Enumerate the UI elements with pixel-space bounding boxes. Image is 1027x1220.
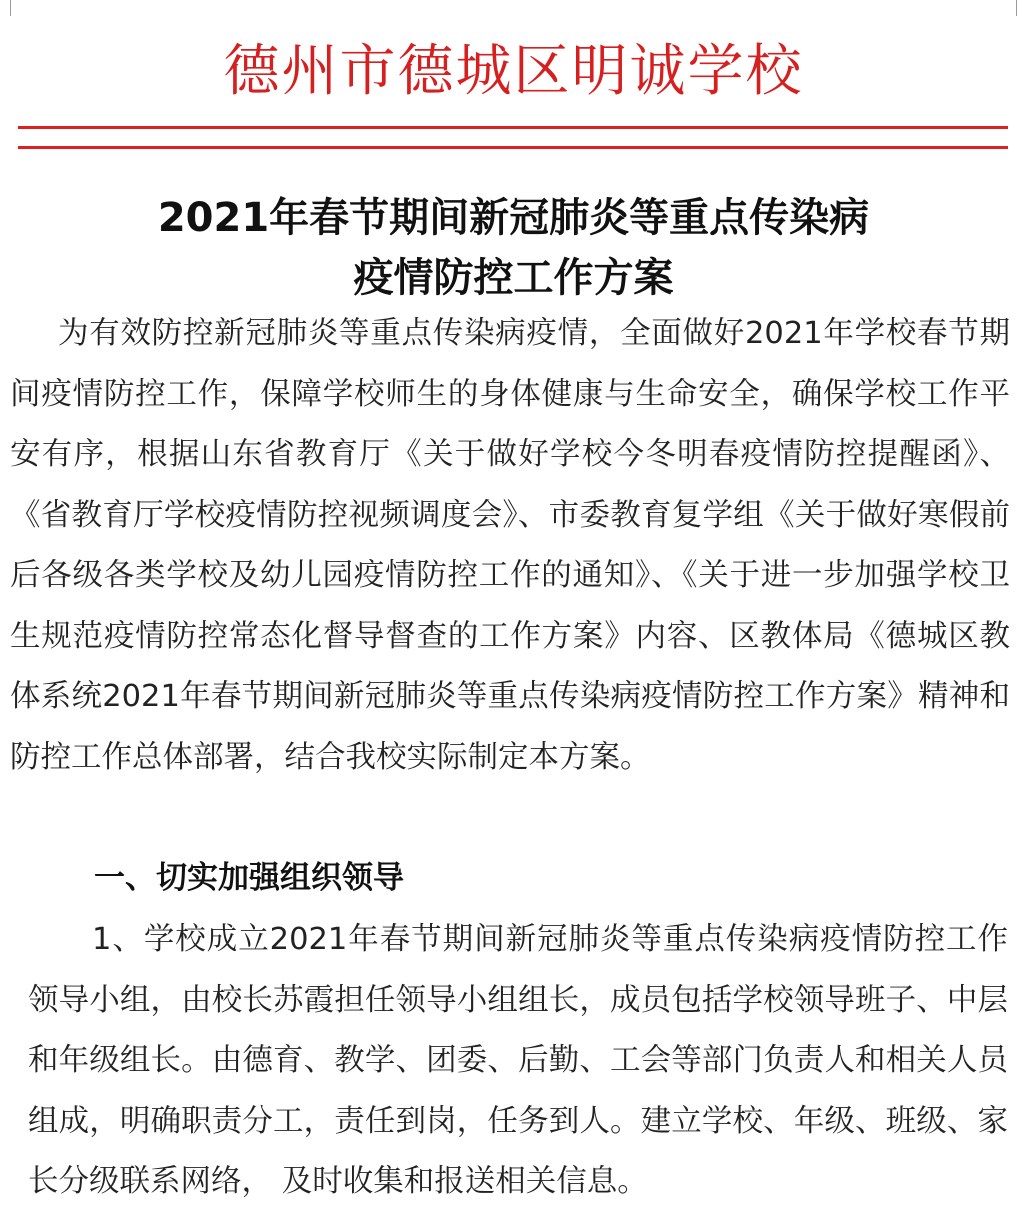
school-letterhead-title: 德州市德城区明诚学校 xyxy=(223,39,804,104)
section-1-item-1: 1、学校成立2021年春节期间新冠肺炎等重点传染病疫情防控工作领导小组，由校长苏霞担任领导小组组长，成员包括学校领导班子、中层和年级组长。由德育、教学、团委、后勤、工会等部门负责人和相关人员组成，明确职责分工，责任到岗，任务到人。建立学校、年级、班级、家长分级联系网络， 及时收集和报送相关信息。 xyxy=(28,922,1008,1199)
document-title-line-2: 疫情防控工作方案 xyxy=(353,255,674,301)
letterhead-rule-bottom xyxy=(18,146,1008,149)
document-title-line-1: 2021年春节期间新冠肺炎等重点传染病 xyxy=(157,195,870,241)
crop-mark-left xyxy=(0,0,11,16)
intro-paragraph: 为有效防控新冠肺炎等重点传染病疫情，全面做好2021年学校春节期间疫情防控工作，保障学校师生的身体健康与生命安全，确保学校工作平安有序，根据山东省教育厅《关于做好学校今冬明春疫情防控提醒函》、《省教育厅学校疫情防控视频调度会》、市委教育复学组《关于做好寒假前后各级各类学校及幼儿园疫情防控工作的通知》、《关于进一步加强学校卫生规范疫情防控常态化督导督查的工作方案》内容、区教体局《德城区教体系统2021年春节期间新冠肺炎等重点传染病疫情防控工作方案》精神和防控工作总体部署，结合我校实际制定本方案。 xyxy=(10,316,1010,775)
section-heading-1: 一、切实加强组织领导 xyxy=(94,860,404,896)
crop-mark-right xyxy=(1016,0,1027,16)
letterhead-rule-top xyxy=(18,126,1008,129)
